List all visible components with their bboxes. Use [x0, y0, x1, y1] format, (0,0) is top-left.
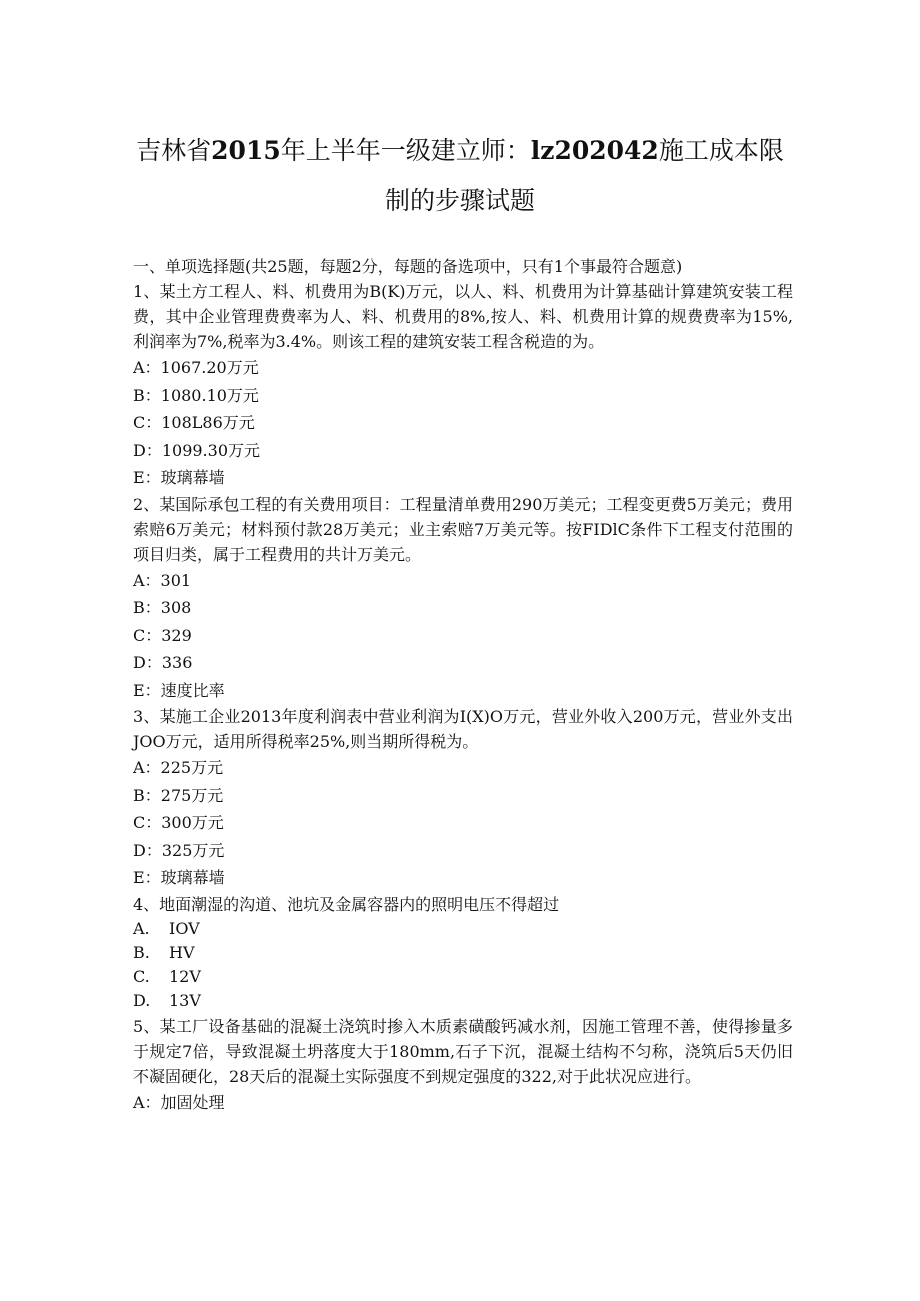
- question-2-option-b: B：308: [133, 598, 192, 617]
- question-2-option-e: E：速度比率: [133, 680, 225, 700]
- question-4-option-c: C. 12V: [133, 967, 201, 987]
- question-3-option-c: C：300万元: [133, 813, 224, 832]
- question-4-text: 4、地面潮湿的沟道、池坑及金属容器内的照明电压不得超过: [133, 894, 560, 914]
- question-1-option-c: C：108L86万元: [133, 413, 255, 432]
- question-2-option-a: A：301: [133, 570, 192, 590]
- question-2-option-c: C：329: [133, 625, 192, 645]
- document-body: [133, 254, 793, 1116]
- question-3-option-a: A：225万元: [133, 758, 224, 777]
- section-header: 一、单项选择题(共25题，每题2分，每题的备选项中，只有1个事最符合题意): [133, 257, 683, 276]
- question-1-option-b: B：1080.10万元: [133, 385, 259, 405]
- question-3-option-e: E：玻璃幕墙: [133, 868, 225, 887]
- document-title-line-2: 制的步骤试题: [384, 186, 535, 215]
- question-5-option-a: A：加固处理: [133, 1092, 225, 1112]
- question-4-option-b: B. HV: [133, 942, 195, 962]
- question-3-option-b: B：275万元: [133, 785, 224, 805]
- question-1-option-d: D：1099.30万元: [133, 440, 260, 460]
- question-2-text: 2、某国际承包工程的有关费用项目：工程量清单费用290万美元；工程变更费5万美元；费用索赔6万美元；材料预付款28万美元；业主索赔7万美元等。按FIDlC条件下工程支付范围的项目归类，属于工程费用的共计万美元。: [133, 494, 793, 564]
- question-1-option-e: E：玻璃幕墙: [133, 468, 225, 487]
- question-3-text: 3、某施工企业2013年度利润表中营业利润为I(X)O万元，营业外收入200万元，营业外支出JOO万元，适用所得税率25%,则当期所得税为。: [133, 707, 793, 751]
- question-1-text: 1、某土方工程人、料、机费用为B(K)万元，以人、料、机费用为计算基础计算建筑安装工程费，其中企业管理费费率为人、料、机费用的8%,按人、料、机费用计算的规费费率为15%,利润率为7%,税率为3.4%。则该工程的建筑安装工程含税造的为。: [133, 282, 793, 351]
- question-1-option-a: A：1067.20万元: [133, 358, 259, 377]
- question-2-option-d: D：336: [133, 653, 193, 672]
- question-5-text: 5、某工厂设备基础的混凝土浇筑时掺入木质素磺酸钙减水剂，因施工管理不善，使得掺量多于规定7倍，导致混凝土坍落度大于180mm,石子下沉，混凝土结构不匀称，浇筑后5天仍旧不凝固硬化，28天后的混凝土实际强度不到规定强度的322,对于此状况应进行。: [133, 1016, 793, 1086]
- document-title-line-1: 吉林省2015年上半年一级建立师：lz202042施工成本限: [136, 136, 784, 165]
- question-4-option-a: A. IOV: [133, 918, 200, 938]
- question-3-option-d: D：325万元: [133, 840, 225, 860]
- question-4-option-d: D. 13V: [133, 991, 201, 1011]
